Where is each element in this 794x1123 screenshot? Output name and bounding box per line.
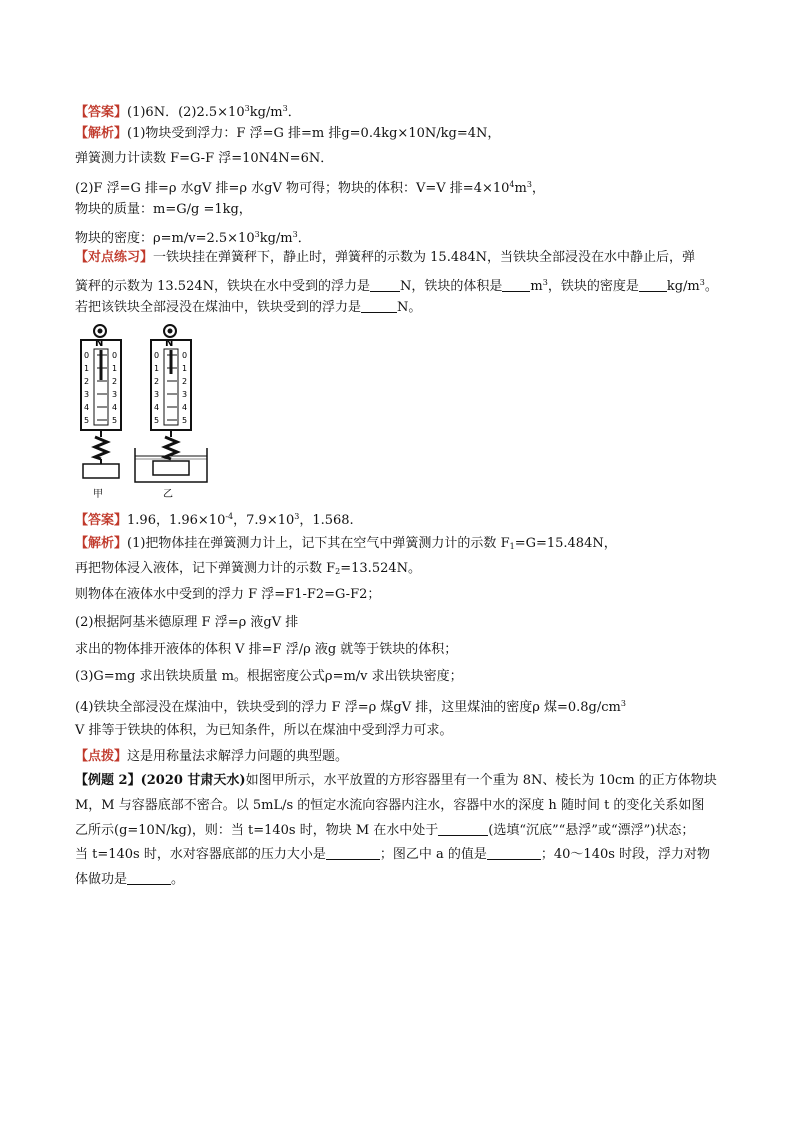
blank-kerosene-buoyancy[interactable] [361,300,397,313]
spring-scale-figure [75,322,225,502]
scale-tick-label-right-left: 2 [154,377,160,386]
analysis2-line-1: 【解析】(1)把物体挂在弹簧测力计上，记下其在空气中弹簧测力计的示数 $F_1=G=15.484N$， [75,536,617,551]
blank-volume[interactable] [502,279,530,292]
scale-tick-label-left-right: 0 [112,351,118,360]
scale-tick-label-right-right: 3 [182,390,188,399]
answer-line-1: 【答案】(1)6N．$(2)2.5\times 10^3kg/m^3$． [75,104,301,120]
scale-tick-label-left-right: 2 [112,377,118,386]
analysis-line-3: (2)F 浮=G 排=ρ 水gV 排=ρ 水gV 物可得；物块的体积：V=V 排$=4\times 10^4m^3$， [75,180,545,196]
practice-line-1: 【对点练习】一铁块挂在弹簧秤下，静止时，弹簧秤的示数为 15.484N，当铁块全部浸没在水中静止后，弹 [75,250,696,265]
example2-tag: 【例题 2】 [75,773,141,788]
scale-tick-label-left-right: 3 [112,390,118,399]
analysis2-line-8: V 排等于铁块的体积，为已知条件，所以在煤油中受到浮力可求。 [75,723,453,738]
blank-pressure[interactable] [326,847,380,860]
scale-tick-label-right-right: 4 [182,403,188,412]
example2-line-4: 当 t=140s 时，水对容器底部的压力大小是 ；图乙中 a 的值是 ；40～140s 时段，浮力对物 [75,847,711,862]
analysis-tag: 【解析】 [75,126,128,141]
scale-tick-label-left-left: 5 [84,416,90,425]
tip-line: 【点拨】这是用称量法求解浮力问题的典型题。 [75,749,349,764]
answer-line-2: 【答案】1.96，$1.96\times 10^{-4}$，$7.9\times 10^3$，1.568. [75,512,354,528]
scale-tick-label-right-right: 2 [182,377,188,386]
spring-scale-left [81,325,121,500]
scale-tick-label-right-right: 0 [182,351,188,360]
scale-tick-label-left-left: 1 [84,364,90,373]
analysis-line-1: 【解析】(1)物块受到浮力：F 浮=G 排=m 排g=0.4kg×10N/kg=4N， [75,126,501,141]
answer-tag-2: 【答案】 [75,513,128,528]
analysis2-line-2: 再把物体浸入液体，记下弹簧测力计的示数 $F_2=13.524N$。 [75,561,422,576]
scale-tick-label-left-left: 3 [84,390,90,399]
analysis2-line-5: 求出的物体排开液体的体积 V 排=F 浮/ρ 液g 就等于铁块的体积； [75,642,458,657]
practice-line-2: 簧秤的示数为 13.524N，铁块在水中受到的浮力是 N，铁块的体积是 $m^3$，铁块的密度是 $kg/m^3$。 [75,278,718,294]
blank-buoyancy[interactable] [370,279,400,292]
scale-tick-label-right-left: 3 [154,390,160,399]
spring-scale-right [135,325,207,500]
analysis-tag-2: 【解析】 [75,536,128,551]
scale-tick-label-right-left: 0 [154,351,160,360]
scale-tick-label-left-right: 1 [112,364,118,373]
blank-density[interactable] [639,279,667,292]
blank-state[interactable] [438,823,488,836]
analysis2-line-4: (2)根据阿基米德原理 F 浮=ρ 液gV 排 [75,615,299,630]
example2-line-5: 体做功是 。 [75,872,185,887]
scale-tick-label-right-left: 5 [154,416,160,425]
analysis-line-4: 物块的质量：m=G/g =1kg， [75,202,252,217]
answer-tag: 【答案】 [75,105,128,120]
scale-tick-label-right-right: 5 [182,416,188,425]
caption-yi: 乙 [163,489,173,500]
unit-label-left: N [95,338,104,349]
example2-source: (2020 甘肃天水) [140,773,246,788]
analysis2-line-7: (4)铁块全部浸没在煤油中，铁块受到的浮力 F 浮=ρ 煤gV 排，这里煤油的密度ρ 煤$=0.8g/cm^3$ [75,699,626,715]
example2-line-1: 【例题 2】(2020 甘肃天水)如图甲所示，水平放置的方形容器里有一个重为 8N、棱长为 10cm 的正方体物块 [75,773,717,788]
practice-line-3: 若把该铁块全部浸没在煤油中，铁块受到的浮力是 N。 [75,300,422,315]
analysis-line-5: 物块的密度：$\rho=m/v=2.5\times 10^3kg/m^3$． [75,230,311,246]
analysis-line-2: 弹簧测力计读数 F=G-F 浮=10N4N=6N． [75,151,334,166]
tip-tag: 【点拨】 [75,749,128,764]
scale-tick-label-left-left: 0 [84,351,90,360]
scale-tick-label-right-left: 1 [154,364,160,373]
analysis2-line-3: 则物体在液体水中受到的浮力 F 浮=F1-F2=G-F2； [75,587,381,602]
scale-tick-label-left-left: 2 [84,377,90,386]
scale-tick-label-right-right: 1 [182,364,188,373]
example2-line-3: 乙所示(g=10N/kg)，则：当 t=140s 时，物块 M 在水中处于 (选填“沉底”“悬浮”或“漂浮”)状态； [75,823,695,838]
practice-tag: 【对点练习】 [75,250,154,265]
scale-tick-label-left-right: 4 [112,403,118,412]
scale-tick-label-left-left: 4 [84,403,90,412]
unit-label-right: N [165,338,174,349]
scale-tick-label-left-right: 5 [112,416,118,425]
scale-tick-label-right-left: 4 [154,403,160,412]
blank-a-value[interactable] [487,847,541,860]
example2-line-2: M，M 与容器底部不密合。以 5mL/s 的恒定水流向容器内注水，容器中水的深度 h 随时间 t 的变化关系如图 [75,798,705,813]
caption-jia: 甲 [93,489,103,500]
blank-work[interactable] [127,872,171,885]
analysis2-line-6: (3)G=mg 求出铁块质量 m。根据密度公式ρ=m/v 求出铁块密度； [75,669,463,684]
